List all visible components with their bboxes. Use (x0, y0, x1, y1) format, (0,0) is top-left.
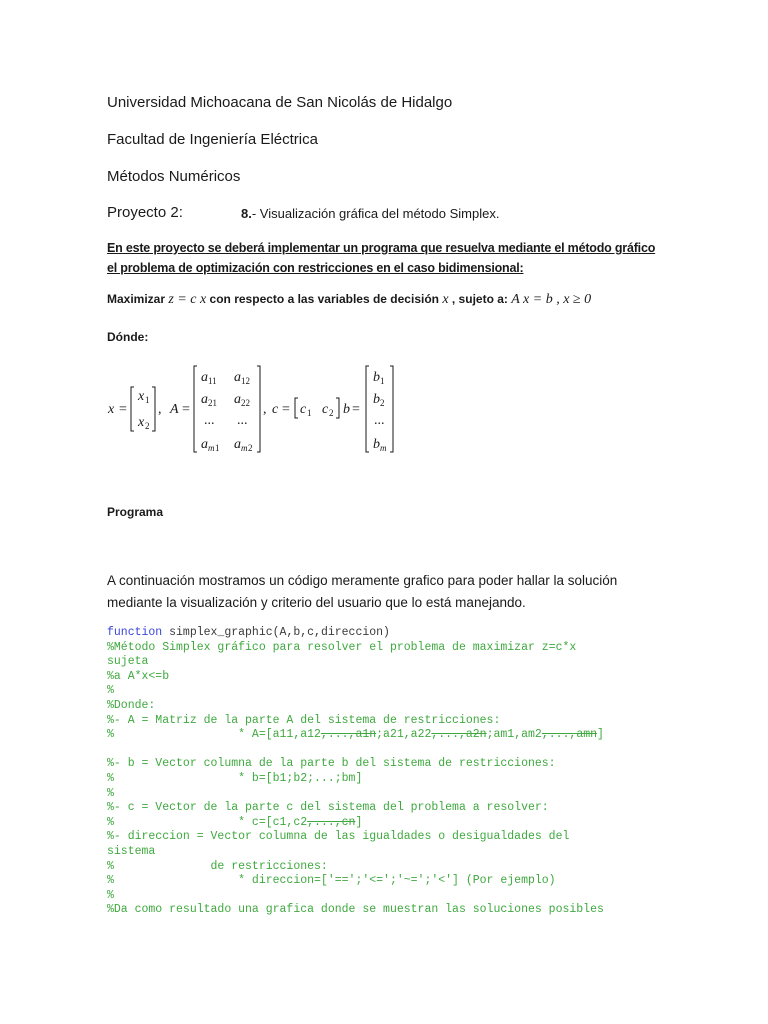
svg-text:22: 22 (241, 398, 250, 408)
code-fragment: ;a21,a22 (376, 728, 432, 742)
code-fragment: ] (597, 728, 604, 742)
code-comment (107, 728, 604, 741)
svg-text:m: m (380, 443, 387, 453)
svg-text:2: 2 (380, 398, 385, 408)
svg-text:c: c (300, 402, 307, 417)
svg-text:...: ... (204, 413, 215, 428)
code-comment: sistema (107, 844, 156, 858)
svg-text:,: , (158, 402, 162, 417)
code-comment: %a A*x<=b (107, 669, 170, 683)
svg-text:b: b (373, 370, 380, 385)
respect-text: con respecto a las variables de decisión (209, 292, 439, 306)
program-heading: Programa (107, 505, 164, 519)
project-title-text: - Visualización gráfica del método Simplex. (251, 206, 500, 221)
code-fragment: ] (355, 815, 363, 829)
svg-text:12: 12 (241, 376, 250, 386)
donde-label: Dónde: (107, 330, 149, 344)
code-fragment: % * c=[c1,c2 (107, 815, 308, 829)
decision-variable: x (442, 292, 449, 307)
subject-text: , sujeto a: (451, 292, 508, 306)
code-comment: % (107, 888, 114, 902)
code-comment: %Método Simplex gráfico para resolver el problema de maximizar z=c*x (107, 640, 577, 654)
svg-text:...: ... (374, 413, 385, 428)
problem-statement (107, 292, 591, 308)
intro-statement (107, 238, 667, 278)
code-comment: %- A = Matriz de la parte A del sistema de restricciones: (107, 713, 501, 727)
code-comment: %Donde: (107, 698, 156, 712)
objective-formula: z = c x (168, 292, 207, 307)
svg-text:2: 2 (329, 408, 334, 418)
svg-text:...: ... (237, 413, 248, 428)
svg-text:a: a (234, 437, 241, 452)
svg-text:=: = (352, 402, 360, 417)
svg-text:1: 1 (215, 443, 220, 453)
paragraph-line-2: mediante la visualización y criterio del usuario que lo está manejando. (107, 595, 526, 610)
svg-text:m: m (208, 443, 215, 453)
svg-text:1: 1 (307, 408, 312, 418)
svg-text:x: x (138, 415, 145, 430)
project-title (241, 206, 499, 221)
code-comment: % de restricciones: (107, 859, 328, 873)
svg-text:c: c (272, 402, 279, 417)
project-number: 8. (241, 206, 252, 221)
code-fragment: % * A=[a11,a12 (107, 728, 321, 742)
code-comment: %- direccion = Vector columna de las igualdades o desigualdades del (107, 830, 570, 844)
code-comment: % (107, 684, 114, 698)
paragraph-line-1: A continuación mostramos un código meramente grafico para poder hallar la solución (107, 573, 618, 588)
code-comment: %- b = Vector columna de la parte b del sistema de restricciones: (107, 757, 556, 771)
svg-text:a: a (201, 437, 208, 452)
svg-text:11: 11 (208, 376, 217, 386)
description-paragraph (107, 570, 667, 614)
intro-line-2: el problema de optimización con restricciones en el caso bidimensional: (107, 261, 524, 275)
code-listing (107, 626, 604, 918)
svg-text:A: A (170, 402, 179, 417)
code-strike: ,...,amn (541, 728, 598, 742)
code-comment (107, 816, 362, 829)
svg-text:a: a (234, 392, 241, 407)
svg-text:2: 2 (145, 421, 150, 431)
project-label: Proyecto 2: (107, 204, 183, 221)
code-comment: %Da como resultado una grafica donde se muestran las soluciones posibles (107, 903, 604, 917)
function-signature: simplex_graphic(A,b,c,direccion) (162, 626, 390, 639)
svg-text:b: b (373, 437, 380, 452)
matrix-definitions (100, 358, 410, 458)
svg-text:c: c (322, 402, 329, 417)
svg-text:=: = (282, 402, 290, 417)
code-strike: ,...,cn (307, 815, 356, 829)
code-strike: ,...,a1n (320, 728, 377, 742)
svg-text:x: x (138, 389, 145, 404)
svg-text:21: 21 (208, 398, 217, 408)
svg-text:1: 1 (145, 395, 150, 405)
code-comment: % (107, 786, 114, 800)
svg-text:=: = (119, 402, 127, 417)
svg-text:m: m (241, 443, 248, 453)
maximize-label: Maximizar (107, 292, 166, 306)
code-line-1 (107, 626, 390, 639)
svg-text:a: a (201, 370, 208, 385)
code-strike: ,...,a2n (431, 728, 487, 742)
code-comment: % * direccion=['==';'<=';'~=';'<'] (Por ejemplo) (107, 874, 556, 888)
svg-text:=: = (182, 402, 190, 417)
code-comment: % * b=[b1;b2;...;bm] (107, 771, 363, 785)
svg-text:b: b (343, 402, 350, 417)
faculty-name: Facultad de Ingeniería Eléctrica (107, 131, 318, 148)
svg-text:,: , (263, 402, 267, 417)
intro-line-1: En este proyecto se deberá implementar un programa que resuelva mediante el método gráfico (107, 241, 656, 255)
svg-text:1: 1 (380, 376, 385, 386)
university-name: Universidad Michoacana de San Nicolás de Hidalgo (107, 94, 453, 111)
code-fragment: ;am1,am2 (486, 728, 542, 742)
svg-text:a: a (234, 370, 241, 385)
course-name: Métodos Numéricos (107, 168, 241, 185)
code-comment: sujeta (107, 655, 149, 669)
svg-text:x: x (108, 402, 115, 417)
function-keyword: function (107, 626, 163, 639)
svg-text:2: 2 (248, 443, 253, 453)
code-comment: %- c = Vector de la parte c del sistema del problema a resolver: (107, 801, 549, 815)
svg-text:a: a (201, 392, 208, 407)
svg-text:b: b (373, 392, 380, 407)
constraint-formula: A x = b , x ≥ 0 (511, 292, 592, 307)
